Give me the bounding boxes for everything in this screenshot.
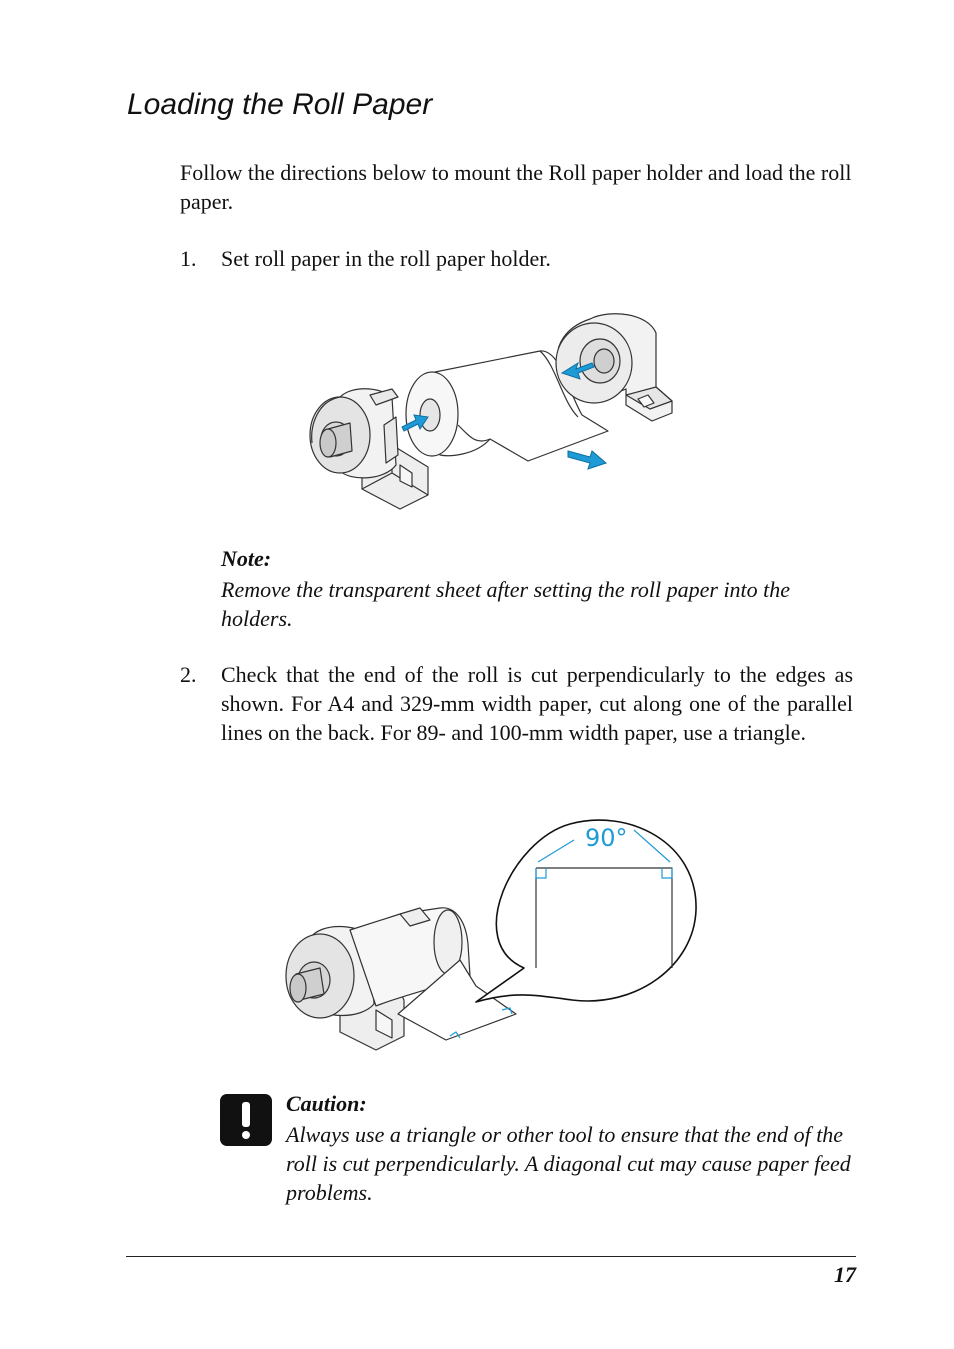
note-text: Remove the transparent sheet after setting the roll paper into the holders. (221, 577, 791, 631)
note-heading: Note: (221, 546, 272, 571)
page-number: 17 (834, 1262, 856, 1287)
exclamation-icon (220, 1094, 272, 1146)
caution-heading: Caution: (286, 1091, 367, 1116)
step-2-number: 2. (180, 662, 197, 687)
arrow-feed-direction-icon (568, 451, 606, 469)
page-title: Loading the Roll Paper (127, 88, 433, 121)
step-1-number: 1. (180, 246, 197, 271)
footer-rule (126, 1256, 856, 1257)
caution-text: Always use a triangle or other tool to ensure that the end of the roll is cut perpendicularly. A diagonal cut may cause paper feed problems. (286, 1122, 851, 1205)
angle-label: 90° (585, 824, 628, 852)
perpendicular-cut-figure (280, 810, 700, 1055)
intro-paragraph: Follow the directions below to mount the Roll paper holder and load the roll paper. (180, 160, 852, 214)
roll-holder-figure (300, 305, 690, 520)
step-1-text: Set roll paper in the roll paper holder. (221, 246, 551, 271)
step-2-text: Check that the end of the roll is cut perpendicularly to the edges as shown. For A4 and 329-mm width paper, cut along one of the parallel lines on the back. For 89- and 100-mm width paper, use a triangle. (221, 662, 853, 745)
